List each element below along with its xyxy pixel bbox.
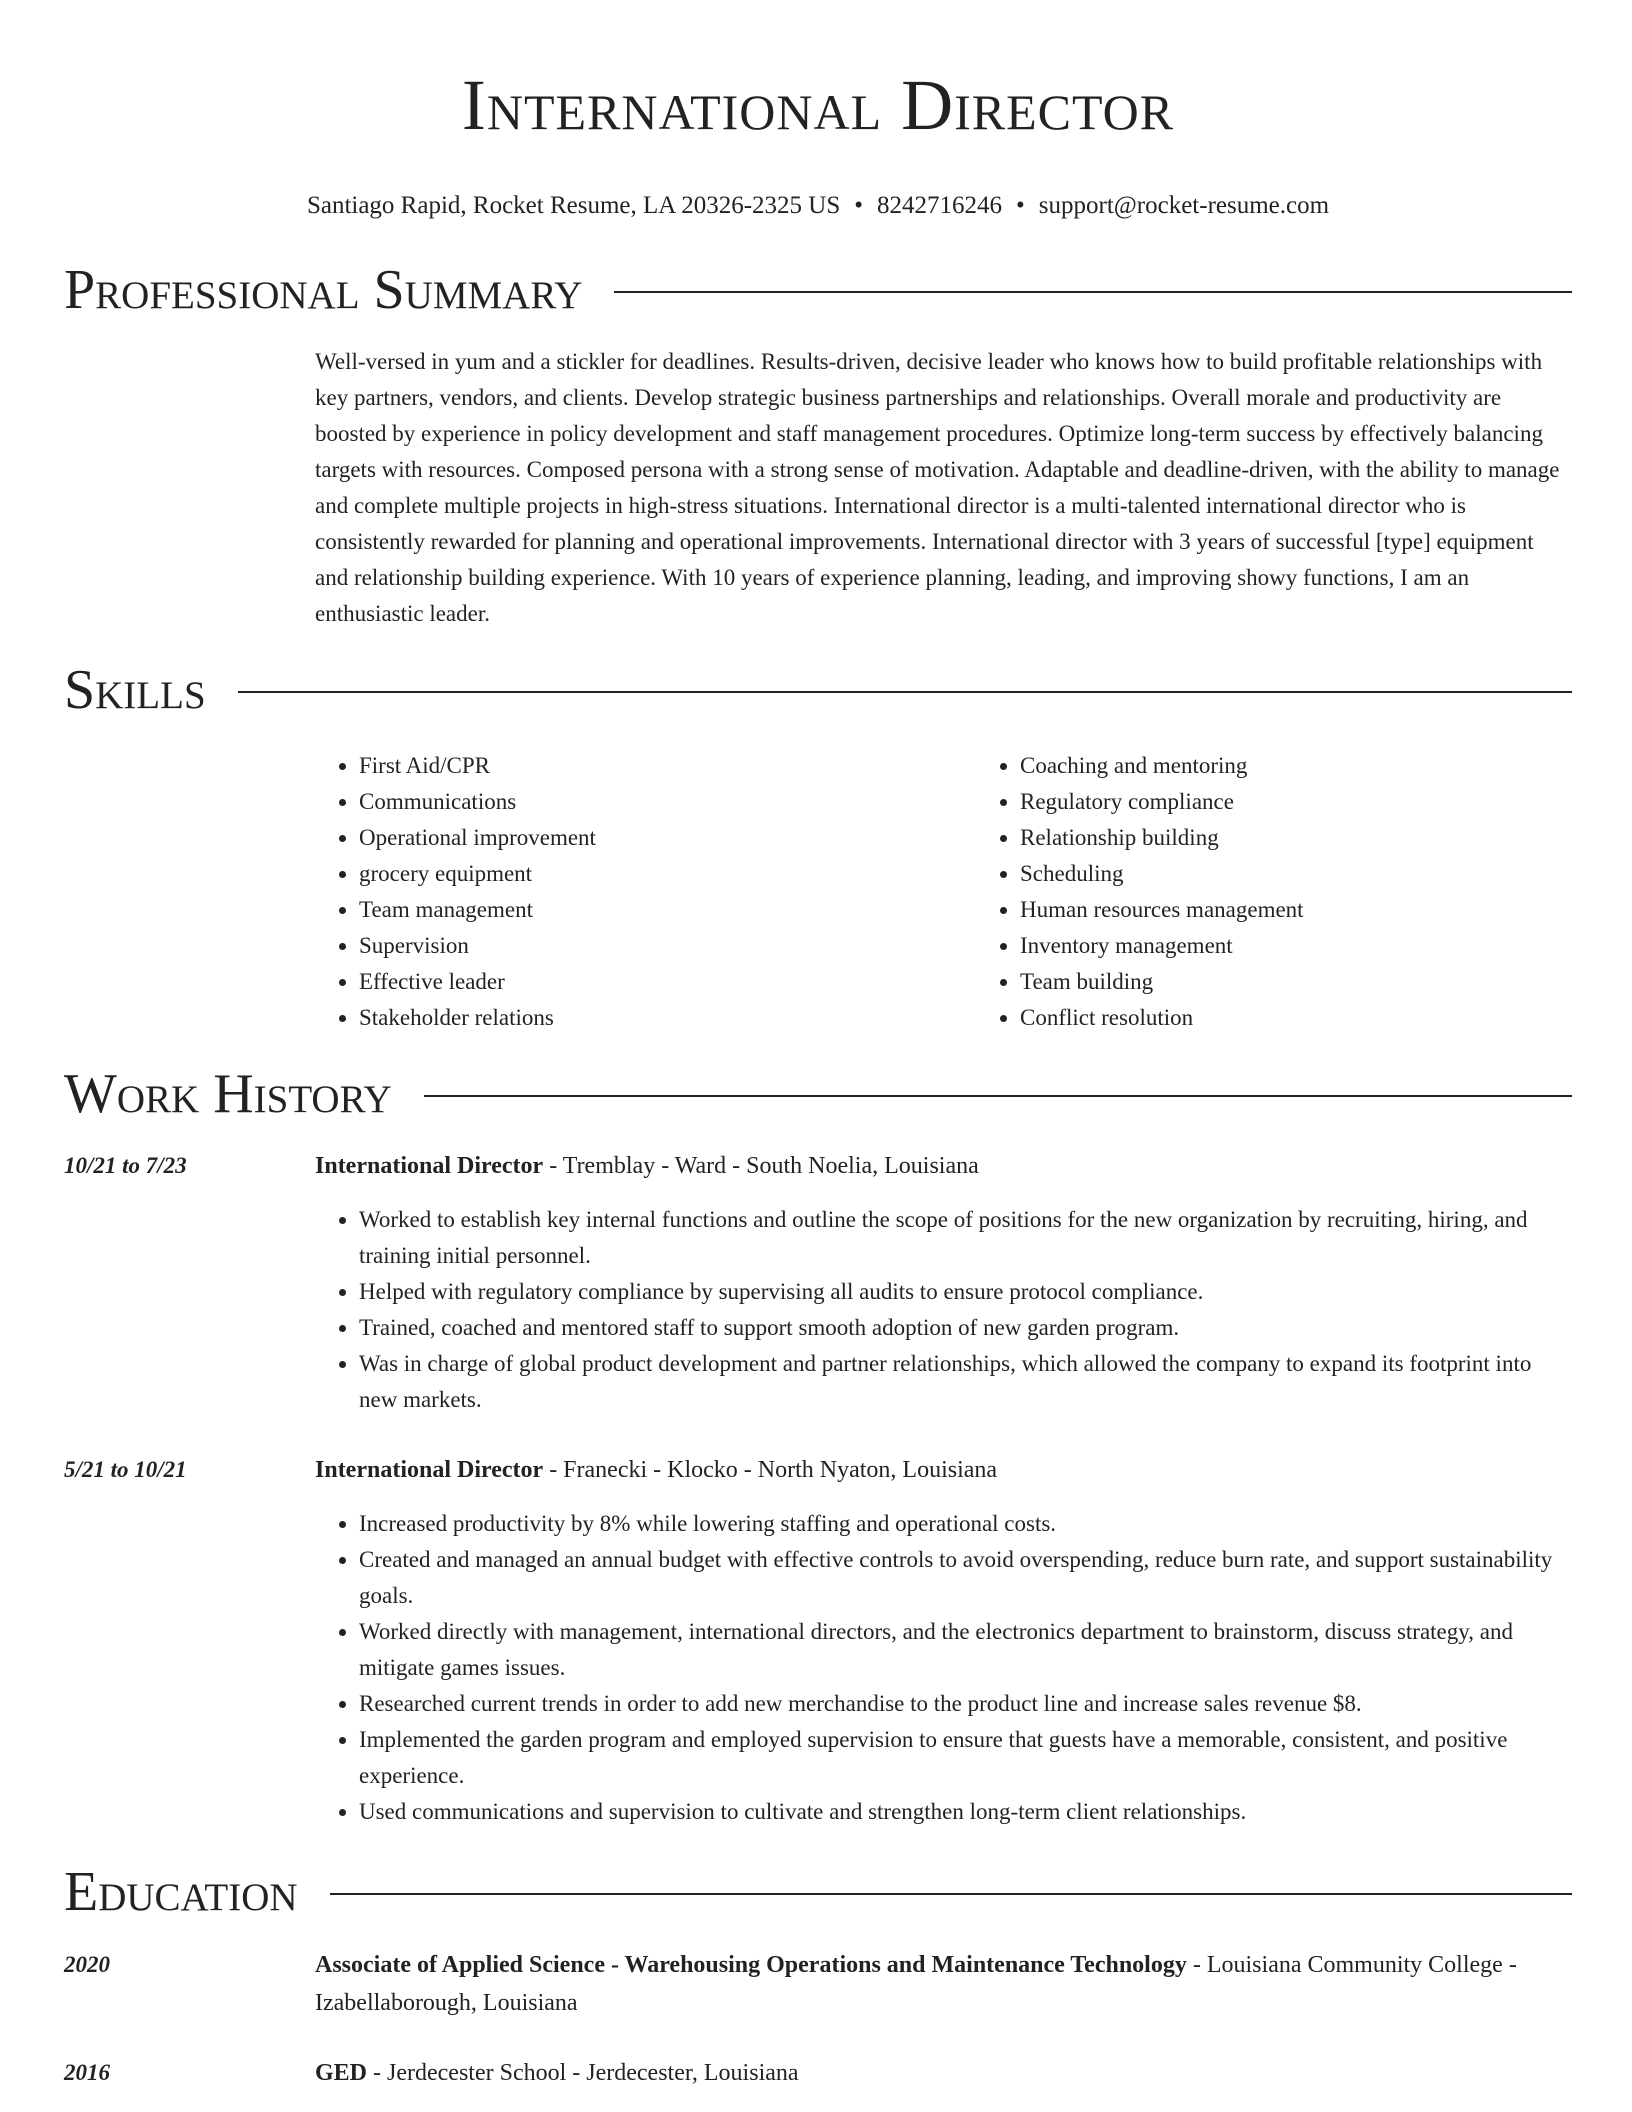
job-bullets: [315, 1202, 1572, 1418]
section-divider: [614, 291, 1572, 293]
skill-item: • Supervision: [359, 928, 976, 964]
skills-lists: [315, 748, 1572, 1036]
skill-item: • Stakeholder relations: [359, 1000, 976, 1036]
job-bullet: • Researched current trends in order to add new merchandise to the product line and increase sales revenue $8.: [359, 1686, 1572, 1722]
job-bullet: • Implemented the garden program and employed supervision to ensure that guests have a memorable, consistent, and positive experience.: [359, 1722, 1572, 1794]
job-title: International Director: [315, 1153, 544, 1179]
job-employer: - Franecki - Klocko - North Nyaton, Louisiana: [543, 1457, 998, 1483]
skills-list-right: [976, 748, 1304, 1036]
skill-item: • First Aid/CPR: [359, 748, 976, 784]
work-heading: Work History: [64, 1063, 392, 1125]
job-dates: 10/21 to 7/23: [64, 1153, 187, 1178]
skill-item: • Conflict resolution: [1020, 1000, 1304, 1036]
job-title: International Director: [315, 1457, 544, 1483]
education-year: 2016: [64, 2060, 110, 2085]
summary-heading: Professional Summary: [64, 259, 583, 321]
education-body: [315, 1946, 1572, 2022]
job-entry: [64, 1148, 1572, 1418]
contact-separator: •: [854, 192, 863, 219]
job-body: [315, 1452, 1572, 1830]
job-employer: - Tremblay - Ward - South Noelia, Louisiana: [543, 1153, 979, 1179]
skill-item: • Operational improvement: [359, 820, 976, 856]
education-school: - Louisiana Community College - Izabellaborough, Louisiana: [315, 1952, 1517, 2016]
job-bullet: • Increased productivity by 8% while lowering staffing and operational costs.: [359, 1506, 1572, 1542]
skill-item: • grocery equipment: [359, 856, 976, 892]
section-divider: [424, 1095, 1572, 1097]
resume-page: [64, 0, 1572, 2092]
education-heading: Education: [64, 1861, 298, 1923]
job-bullet: • Used communications and supervision to cultivate and strengthen long-term client relationships.: [359, 1794, 1572, 1830]
contact-line: [64, 190, 1572, 222]
skills-list-left: [315, 748, 976, 1036]
contact-separator: •: [1016, 192, 1025, 219]
section-divider: [330, 1893, 1572, 1895]
job-body: [315, 1148, 1572, 1418]
job-bullet: • Helped with regulatory compliance by supervising all audits to ensure protocol compliance.: [359, 1274, 1572, 1310]
skill-item: • Coaching and mentoring: [1020, 748, 1304, 784]
contact-phone: 8242716246: [877, 192, 1002, 219]
skill-item: • Effective leader: [359, 964, 976, 1000]
work-section-header: [64, 1062, 1572, 1126]
education-school: - Jerdecester School - Jerdecester, Louisiana: [367, 2060, 799, 2086]
skills-section-header: [64, 658, 1572, 722]
summary-section-header: [64, 258, 1572, 322]
job-bullet: • Worked to establish key internal functions and outline the scope of positions for the new organization by recruiting, hiring, and training initial personnel.: [359, 1202, 1572, 1274]
job-entry: [64, 1452, 1572, 1830]
job-bullet: • Worked directly with management, international directors, and the electronics department to brainstorm, discuss strategy, and mitigate games issues.: [359, 1614, 1572, 1686]
skill-item: • Human resources management: [1020, 892, 1304, 928]
job-bullet: • Was in charge of global product development and partner relationships, which allowed the company to expand its footprint into new markets.: [359, 1346, 1572, 1418]
section-divider: [238, 691, 1572, 693]
education-entry: [64, 2054, 1572, 2092]
skill-item: • Relationship building: [1020, 820, 1304, 856]
skill-item: • Regulatory compliance: [1020, 784, 1304, 820]
job-title-line: [315, 1148, 1572, 1184]
education-year: 2020: [64, 1952, 110, 1977]
job-title-line: [315, 1452, 1572, 1488]
education-section-header: [64, 1860, 1572, 1924]
skill-item: • Scheduling: [1020, 856, 1304, 892]
education-entry: [64, 1946, 1572, 2022]
skill-item: • Team management: [359, 892, 976, 928]
candidate-name: International Director: [461, 65, 1175, 145]
summary-text: Well-versed in yum and a stickler for deadlines. Results-driven, decisive leader who knows how to build profitable relationships with key partners, vendors, and clients. Develop strategic business partnerships and relationships. Overall morale and productivity are boosted by experience in policy development and staff management procedures. Optimize long-term success by effectively balancing targets with resources. Composed persona with a strong sense of motivation. Adaptable and deadline-driven, with the ability to manage and complete multiple projects in high-stress situations. International director is a multi-talented international director who is consistently rewarded for planning and operational improvements. International director with 3 years of successful [type] equipment and relationship building experience. With 10 years of experience planning, leading, and improving showy functions, I am an enthusiastic leader.: [315, 349, 1560, 626]
skill-item: • Communications: [359, 784, 976, 820]
job-bullet: • Created and managed an annual budget with effective controls to avoid overspending, reduce burn rate, and support sustainability goals.: [359, 1542, 1572, 1614]
job-bullet: • Trained, coached and mentored staff to support smooth adoption of new garden program.: [359, 1310, 1572, 1346]
job-dates: 5/21 to 10/21: [64, 1457, 187, 1482]
skill-item: • Team building: [1020, 964, 1304, 1000]
skills-heading: Skills: [64, 659, 206, 721]
skill-item: • Inventory management: [1020, 928, 1304, 964]
education-degree: GED: [315, 2060, 368, 2086]
education-body: [315, 2054, 1572, 2092]
education-degree: Associate of Applied Science - Warehousing Operations and Maintenance Technology: [315, 1952, 1187, 1978]
job-bullets: [315, 1506, 1572, 1830]
contact-email: support@rocket-resume.com: [1038, 192, 1330, 219]
contact-address: Santiago Rapid, Rocket Resume, LA 20326-2325 US: [306, 192, 841, 219]
